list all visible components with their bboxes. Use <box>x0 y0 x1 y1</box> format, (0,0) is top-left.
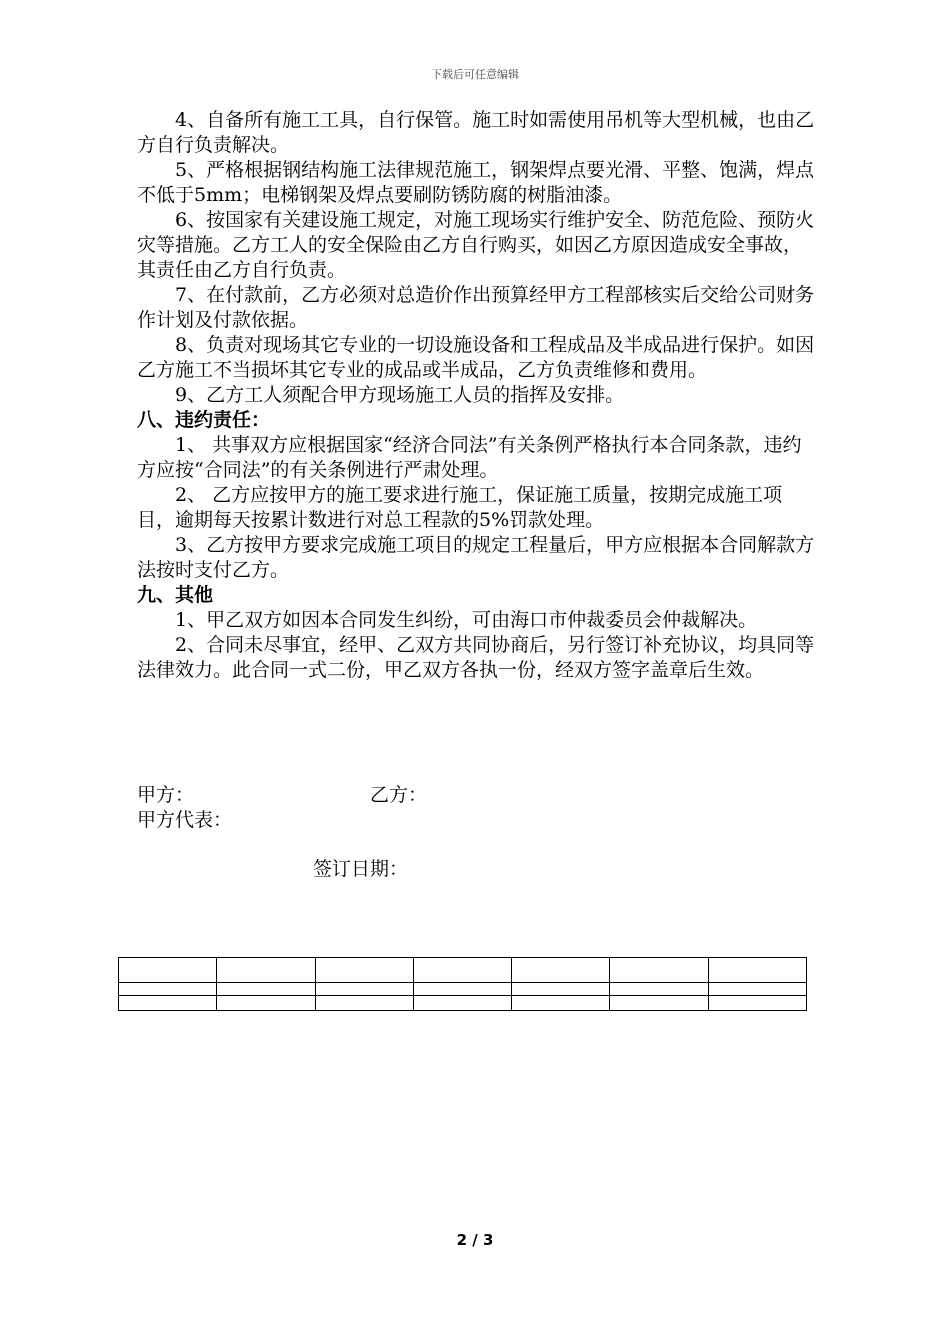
table-cell <box>413 983 511 996</box>
party-a-label: 甲方： <box>137 784 195 806</box>
header-note: 下载后可任意编辑 <box>431 68 519 81</box>
contract-body <box>137 108 817 683</box>
table-cell <box>708 996 806 1011</box>
clause-8: 8、负责对现场其它专业的一切设施设备和工程成品及半成品进行保护。如因乙方施工不当损坏其它专业的成品或半成品，乙方负责维修和费用。 <box>137 334 815 381</box>
party-b-label: 乙方： <box>370 784 428 806</box>
table-cell <box>217 983 315 996</box>
table-cell <box>119 958 217 983</box>
table-cell <box>708 983 806 996</box>
breach-item-3: 3、乙方按甲方要求完成施工项目的规定工程量后，甲方应根据本合同解款方法按时支付乙方。 <box>137 534 815 581</box>
table-cell <box>512 983 610 996</box>
table-row <box>119 983 807 996</box>
table-cell <box>610 958 708 983</box>
table-cell <box>315 958 413 983</box>
section-9-heading: 九、其他 <box>137 584 214 606</box>
breach-item-2: 2、 乙方应按甲方的施工要求进行施工，保证施工质量，按期完成施工项目，逾期每天按累计数进行对总工程款的5%罚款处理。 <box>137 484 783 531</box>
sign-date-label: 签订日期： <box>313 858 409 880</box>
table-cell <box>119 996 217 1011</box>
table-cell <box>315 996 413 1011</box>
table-cell <box>512 958 610 983</box>
clause-9: 9、乙方工人须配合甲方现场施工人员的指挥及安排。 <box>175 384 625 406</box>
other-item-2: 2、合同未尽事宜，经甲、乙双方共同协商后，另行签订补充协议，均具同等法律效力。此合同一式二份，甲乙双方各执一份，经双方签字盖章后生效。 <box>137 634 815 681</box>
page-number: 2 / 3 <box>456 1231 494 1249</box>
clause-5: 5、严格根据钢结构施工法律规范施工，钢架焊点要光滑、平整、饱满，焊点不低于5mm；电梯钢架及焊点要刷防锈防腐的树脂油漆。 <box>137 159 815 206</box>
table-cell <box>217 958 315 983</box>
section-8-heading: 八、违约责任： <box>137 409 271 431</box>
clause-6: 6、按国家有关建设施工规定，对施工现场实行维护安全、防范危险、预防火灾等措施。乙方工人的安全保险由乙方自行购买，如因乙方原因造成安全事故，其责任由乙方自行负责。 <box>137 209 815 281</box>
table-cell <box>217 996 315 1011</box>
table-cell <box>413 996 511 1011</box>
blank-table <box>118 957 807 1011</box>
clause-4: 4、自备所有施工工具，自行保管。施工时如需使用吊机等大型机械，也由乙方自行负责解决。 <box>137 109 815 156</box>
table-cell <box>610 983 708 996</box>
clause-7: 7、在付款前，乙方必须对总造价作出预算经甲方工程部核实后交给公司财务作计划及付款依据。 <box>137 284 815 331</box>
table-cell <box>610 996 708 1011</box>
table-cell <box>512 996 610 1011</box>
table-row <box>119 958 807 983</box>
breach-item-1: 1、 共事双方应根据国家“经济合同法”有关条例严格执行本合同条款，违约方应按“合同法”的有关条例进行严肃处理。 <box>137 434 802 481</box>
table-cell <box>119 983 217 996</box>
table-cell <box>708 958 806 983</box>
table-cell <box>413 958 511 983</box>
party-a-rep-label: 甲方代表： <box>137 809 233 831</box>
table-row <box>119 996 807 1011</box>
other-item-1: 1、甲乙双方如因本合同发生纠纷，可由海口市仲裁委员会仲裁解决。 <box>175 609 758 631</box>
table-cell <box>315 983 413 996</box>
